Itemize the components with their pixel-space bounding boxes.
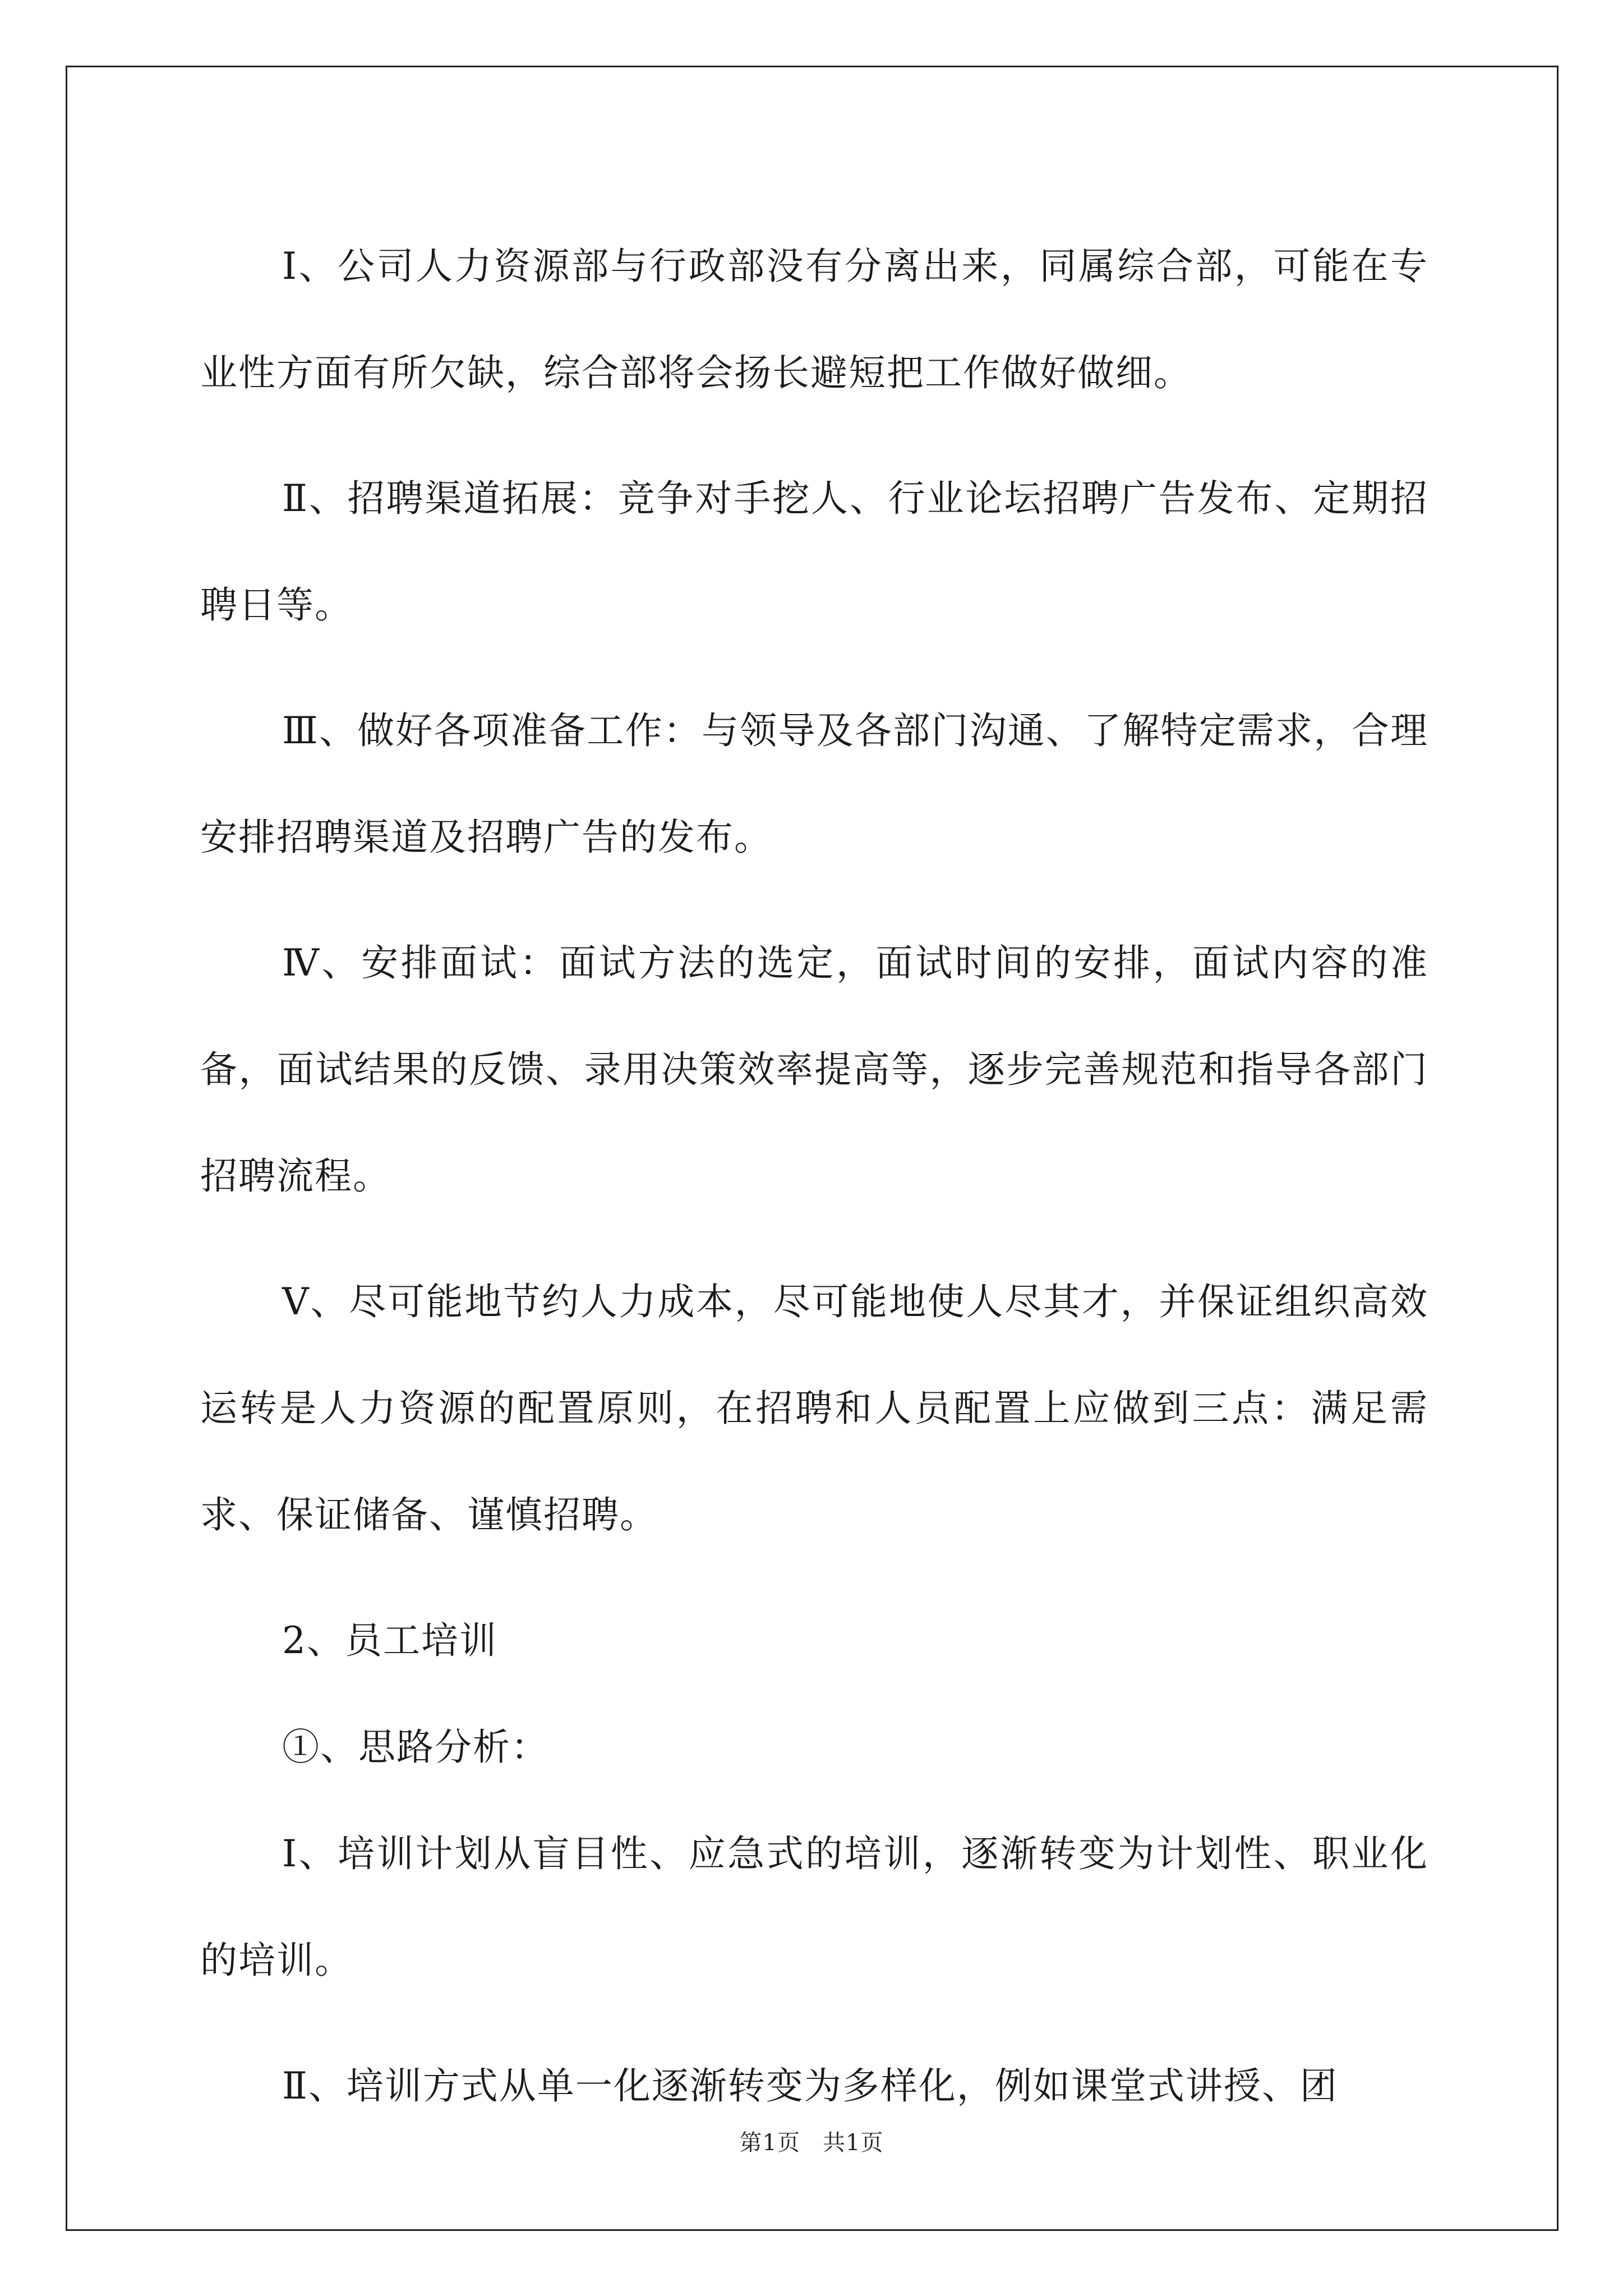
paragraph-recruitment-1: Ⅰ、公司人力资源部与行政部没有分离出来，同属综合部，可能在专业性方面有所欠缺，综合部将会扬长避短把工作做好做细。 bbox=[200, 245, 1428, 394]
paragraph-recruitment-4: Ⅳ、安排面试：面试方法的选定，面试时间的安排，面试内容的准备，面试结果的反馈、录用决策效率提高等，逐步完善规范和指导各部门招聘流程。 bbox=[200, 941, 1428, 1198]
document-body bbox=[200, 213, 1428, 2159]
paragraph-recruitment-2: Ⅱ、招聘渠道拓展：竞争对手挖人、行业论坛招聘广告发布、定期招聘日等。 bbox=[200, 477, 1428, 627]
subsection-heading-analysis: ①、思路分析： bbox=[282, 1726, 549, 1769]
paragraph-training-1: Ⅰ、培训计划从盲目性、应急式的培训，逐渐转变为计划性、职业化的培训。 bbox=[200, 1832, 1428, 1982]
page-number: 第1页 bbox=[739, 2130, 800, 2156]
section-heading-training: 2、员工培训 bbox=[282, 1619, 497, 1662]
paragraph-recruitment-3: Ⅲ、做好各项准备工作：与领导及各部门沟通、了解特定需求，合理安排招聘渠道及招聘广告的发布。 bbox=[200, 709, 1428, 859]
page-footer bbox=[0, 2126, 1623, 2160]
page-total: 共1页 bbox=[823, 2130, 884, 2156]
paragraph-recruitment-5: Ⅴ、尽可能地节约人力成本，尽可能地使人尽其才，并保证组织高效运转是人力资源的配置原则，在招聘和人员配置上应做到三点：满足需求、保证储备、谨慎招聘。 bbox=[200, 1280, 1428, 1536]
paragraph-training-2: Ⅱ、培训方式从单一化逐渐转变为多样化，例如课堂式讲授、团 bbox=[282, 2064, 1338, 2108]
